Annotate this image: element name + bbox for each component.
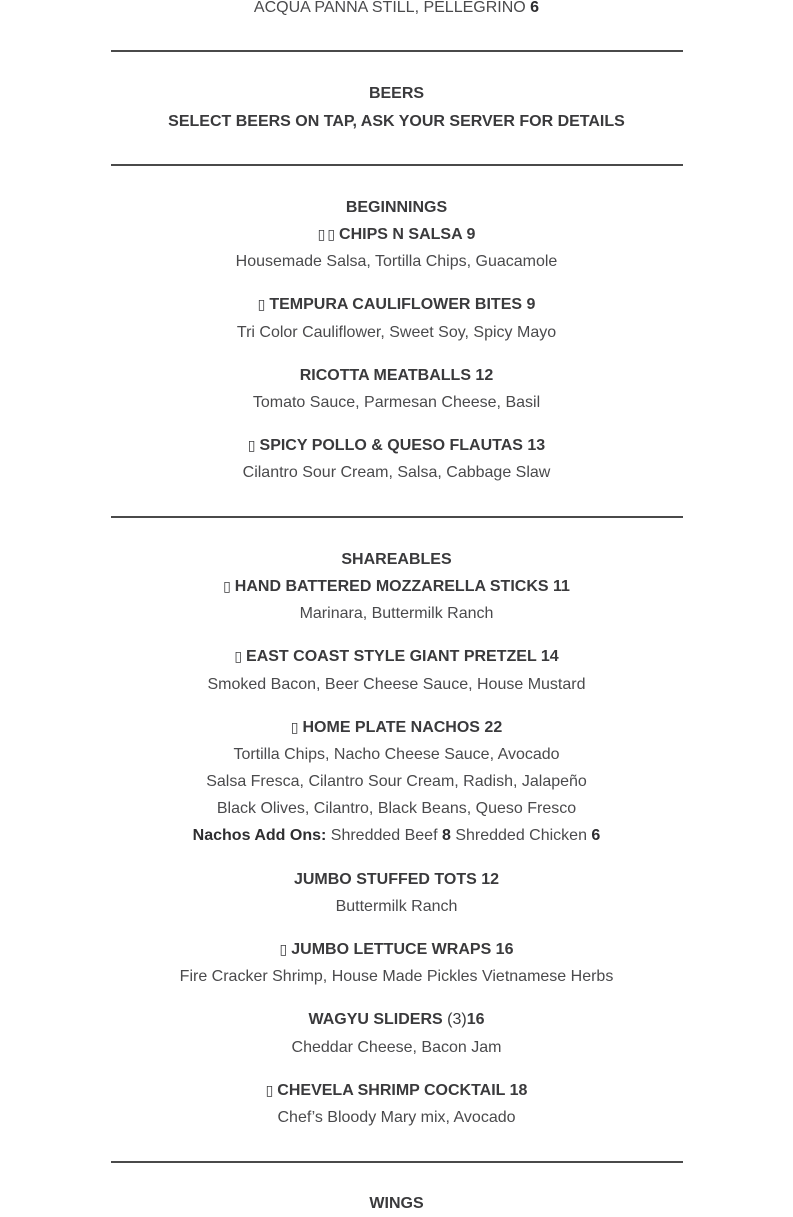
item-quantity: (3) bbox=[447, 1011, 467, 1028]
beers-subtitle: SELECT BEERS ON TAP, ASK YOUR SERVER FOR DETAILS bbox=[168, 113, 625, 130]
add-on-beef-price: 8 bbox=[441, 827, 451, 844]
menu-item-giant-pretzel bbox=[0, 648, 793, 666]
menu-item-wagyu-sliders bbox=[0, 1011, 793, 1029]
menu-item-home-plate-nachos bbox=[0, 719, 793, 737]
item-description: Cilantro Sour Cream, Salsa, Cabbage Slaw bbox=[242, 464, 551, 481]
menu-item-tempura-cauliflower bbox=[0, 296, 793, 314]
section-divider bbox=[111, 516, 683, 518]
pepper-icon: ▯ bbox=[290, 719, 299, 735]
leaf-icon: ▯ bbox=[265, 1082, 274, 1098]
add-on-beef: Shredded Beef bbox=[330, 827, 438, 844]
item-name: HAND BATTERED MOZZARELLA STICKS 11 bbox=[234, 578, 570, 595]
water-line bbox=[0, 0, 793, 17]
item-name: TEMPURA CAULIFLOWER BITES 9 bbox=[269, 296, 536, 313]
water-text: ACQUA PANNA STILL, PELLEGRINO bbox=[253, 0, 526, 16]
menu-item-stuffed-tots bbox=[0, 871, 793, 889]
water-price: 6 bbox=[530, 0, 540, 16]
item-price: 16 bbox=[466, 1011, 485, 1028]
item-description: Black Olives, Cilantro, Black Beans, Queso Fresco bbox=[216, 800, 577, 817]
beers-heading: BEERS bbox=[368, 85, 425, 102]
item-description: Chef’s Bloody Mary mix, Avocado bbox=[277, 1109, 516, 1126]
add-on-chicken: Shredded Chicken bbox=[455, 827, 587, 844]
item-name: EAST COAST STYLE GIANT PRETZEL 14 bbox=[246, 648, 559, 665]
wings-heading: WINGS bbox=[369, 1195, 424, 1212]
section-divider bbox=[111, 50, 683, 52]
section-divider bbox=[111, 1161, 683, 1163]
item-description: Tri Color Cauliflower, Sweet Soy, Spicy Mayo bbox=[236, 324, 557, 341]
pepper-icon: ▯ bbox=[247, 437, 256, 453]
shareables-heading: SHAREABLES bbox=[341, 551, 452, 568]
item-name: RICOTTA MEATBALLS 12 bbox=[299, 367, 494, 384]
item-description: Tortilla Chips, Nacho Cheese Sauce, Avocado bbox=[233, 746, 560, 763]
section-divider bbox=[111, 164, 683, 166]
leaf-icon: ▯ bbox=[317, 226, 326, 242]
item-description: Smoked Bacon, Beer Cheese Sauce, House Mustard bbox=[207, 676, 586, 693]
nachos-add-ons bbox=[0, 827, 793, 845]
item-description: Buttermilk Ranch bbox=[335, 898, 458, 915]
item-description: Tomato Sauce, Parmesan Cheese, Basil bbox=[252, 394, 541, 411]
item-description: Cheddar Cheese, Bacon Jam bbox=[291, 1039, 502, 1056]
item-name: CHEVELA SHRIMP COCKTAIL 18 bbox=[277, 1082, 528, 1099]
item-name: CHIPS N SALSA 9 bbox=[339, 226, 476, 243]
item-name: SPICY POLLO & QUESO FLAUTAS 13 bbox=[259, 437, 546, 454]
leaf-icon: ▯ bbox=[223, 578, 231, 594]
item-description: Housemade Salsa, Tortilla Chips, Guacamole bbox=[235, 253, 558, 270]
item-name: JUMBO STUFFED TOTS 12 bbox=[293, 871, 500, 888]
item-description: Marinara, Buttermilk Ranch bbox=[299, 605, 494, 622]
item-name: HOME PLATE NACHOS 22 bbox=[302, 719, 503, 736]
menu-item-chips-n-salsa bbox=[0, 226, 793, 244]
item-name: JUMBO LETTUCE WRAPS 16 bbox=[291, 941, 514, 958]
leaf-icon: ▯ bbox=[279, 941, 288, 957]
add-ons-label: Nachos Add Ons: bbox=[192, 827, 327, 844]
item-description: Fire Cracker Shrimp, House Made Pickles Vietnamese Herbs bbox=[179, 968, 614, 985]
menu-item-pollo-flautas bbox=[0, 437, 793, 455]
leaf-icon: ▯ bbox=[234, 648, 243, 664]
menu-item-lettuce-wraps bbox=[0, 941, 793, 959]
pepper-icon: ▯ bbox=[327, 226, 336, 242]
menu-item-ricotta-meatballs bbox=[0, 367, 793, 385]
menu-item-shrimp-cocktail bbox=[0, 1082, 793, 1100]
menu-item-mozzarella-sticks bbox=[0, 578, 793, 596]
item-description: Salsa Fresca, Cilantro Sour Cream, Radish, Jalapeño bbox=[206, 773, 587, 790]
item-name: WAGYU SLIDERS bbox=[308, 1011, 443, 1028]
leaf-icon: ▯ bbox=[257, 296, 266, 312]
beginnings-heading: BEGINNINGS bbox=[345, 199, 448, 216]
add-on-chicken-price: 6 bbox=[591, 827, 601, 844]
